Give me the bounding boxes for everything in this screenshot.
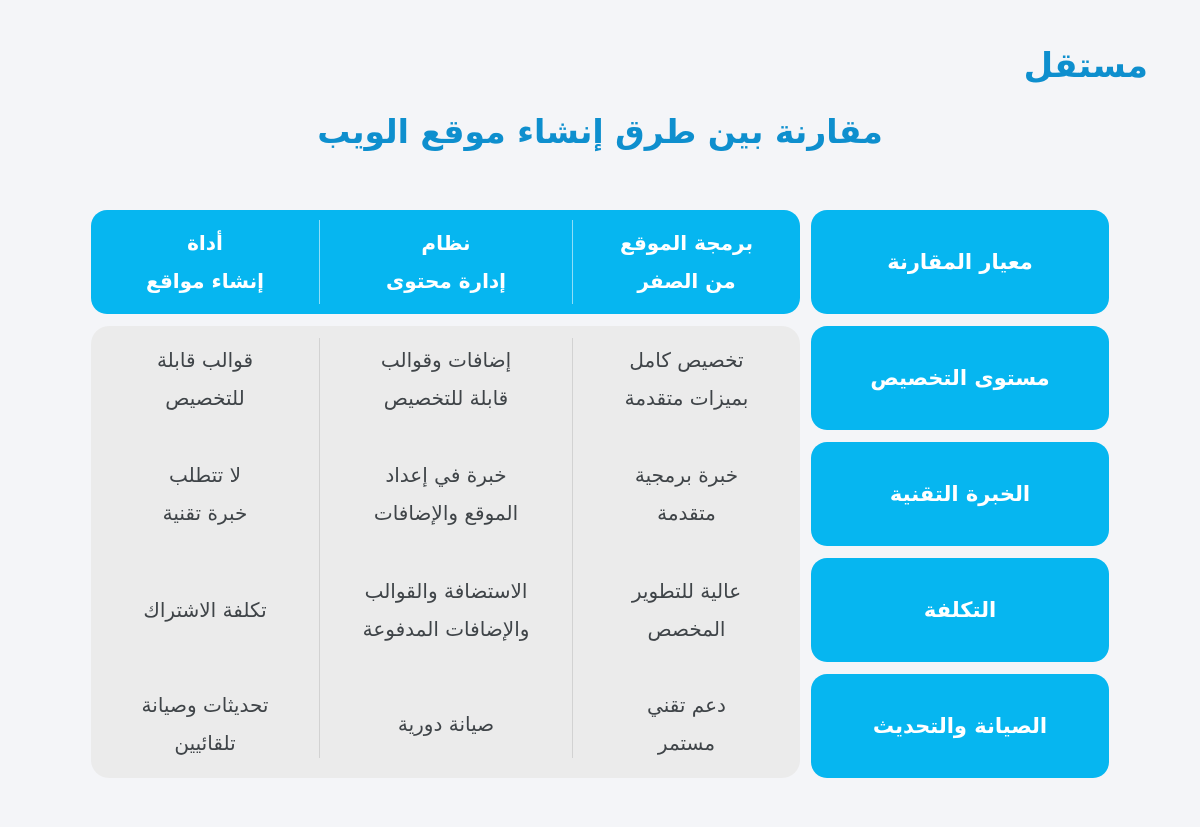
table-cell <box>573 330 800 428</box>
table-cell <box>320 675 572 773</box>
table-cell <box>91 561 319 659</box>
table-cell <box>91 445 319 543</box>
cell-line: مستمر <box>657 731 716 755</box>
cell-line: بميزات متقدمة <box>624 386 749 410</box>
table-cell <box>320 330 572 428</box>
column-header-cms <box>320 212 572 312</box>
cell-line: للتخصيص <box>165 386 245 410</box>
cell-line: تخصيص كامل <box>629 348 744 372</box>
column-header-line: أداة <box>187 231 223 255</box>
column-header-line: من الصفر <box>637 269 736 293</box>
cell-line: تحديثات وصيانة <box>141 693 269 717</box>
cell-line: تكلفة الاشتراك <box>143 598 267 622</box>
criterion-label: التكلفة <box>923 598 997 622</box>
column-header-line: نظام <box>421 231 471 255</box>
criteria-header-cell <box>811 210 1109 314</box>
column-header-line: إنشاء مواقع <box>146 269 264 293</box>
column-header-coding <box>573 212 800 312</box>
cell-line: لا تتطلب <box>168 463 242 487</box>
criterion-cell-expertise <box>811 442 1109 546</box>
cell-line: الموقع والإضافات <box>373 501 519 525</box>
criterion-label: مستوى التخصيص <box>870 366 1050 390</box>
cell-line: عالية للتطوير <box>631 579 742 603</box>
cell-line: الاستضافة والقوالب <box>364 579 528 603</box>
criterion-cell-maintenance <box>811 674 1109 778</box>
column-header-builder <box>91 212 319 312</box>
table-cell <box>573 675 800 773</box>
cell-line: قوالب قابلة <box>156 348 254 372</box>
table-cell <box>573 445 800 543</box>
table-cell <box>91 675 319 773</box>
criterion-cell-customization <box>811 326 1109 430</box>
cell-line: قابلة للتخصيص <box>383 386 509 410</box>
criterion-cell-cost <box>811 558 1109 662</box>
criteria-header-label: معيار المقارنة <box>887 250 1033 274</box>
cell-line: خبرة برمجية <box>634 463 739 487</box>
criterion-label: الصيانة والتحديث <box>872 714 1048 738</box>
page-title: مقارنة بين طرق إنشاء موقع الويب <box>317 112 883 151</box>
cell-line: متقدمة <box>657 501 716 525</box>
cell-line: خبرة في إعداد <box>385 463 507 487</box>
table-cell <box>320 561 572 659</box>
cell-line: دعم تقني <box>647 693 726 717</box>
cell-line: خبرة تقنية <box>162 501 248 525</box>
criterion-label: الخبرة التقنية <box>889 482 1031 506</box>
column-header-line: برمجة الموقع <box>620 231 753 255</box>
table-cell <box>320 445 572 543</box>
cell-line: صيانة دورية <box>397 712 495 736</box>
column-header-line: إدارة محتوى <box>385 269 507 293</box>
cell-line: والإضافات المدفوعة <box>362 617 530 641</box>
brand-logo: مستقل <box>1023 46 1148 86</box>
table-cell <box>573 561 800 659</box>
cell-line: إضافات وقوالب <box>380 348 512 372</box>
cell-line: المخصص <box>647 617 726 641</box>
cell-line: تلقائيين <box>174 731 236 755</box>
table-cell <box>91 330 319 428</box>
